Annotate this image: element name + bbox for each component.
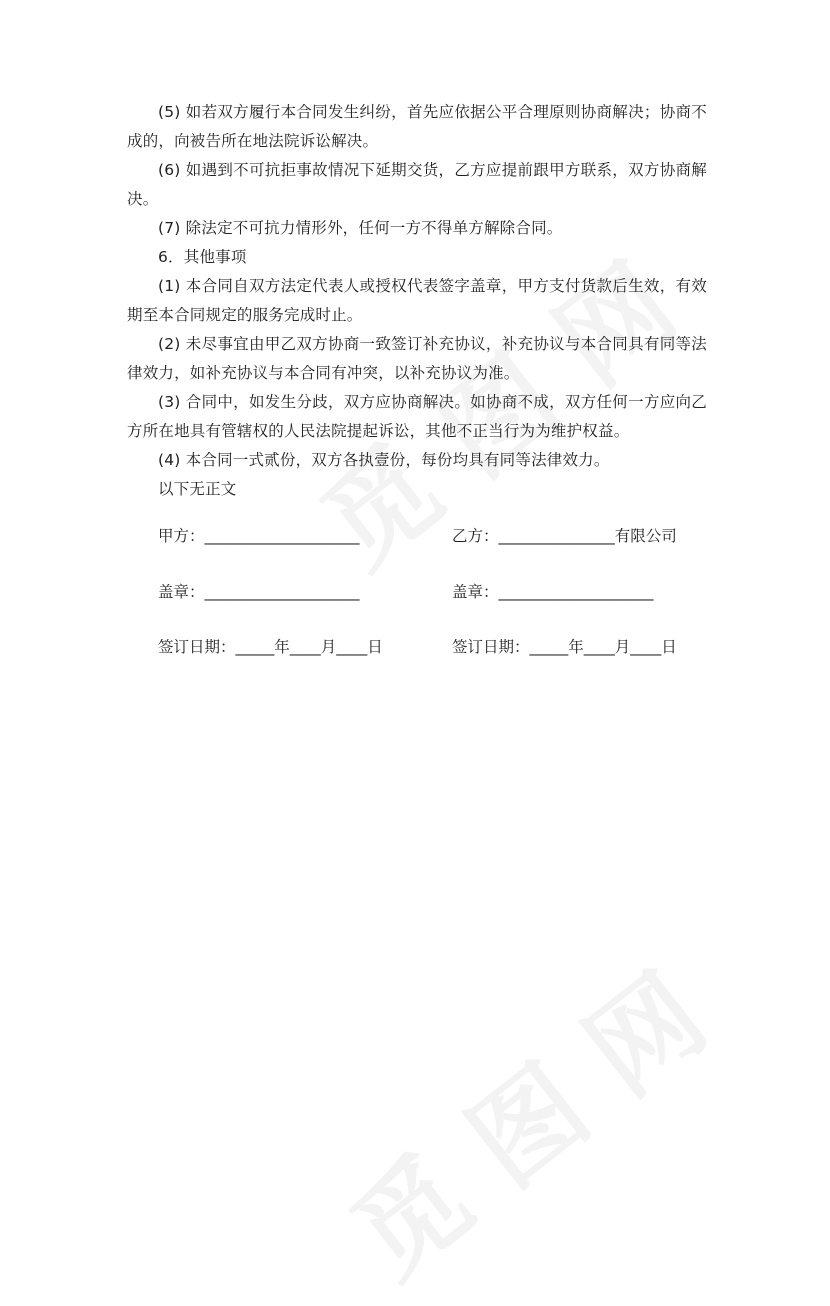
party-a-field: 甲方：____________________ <box>158 527 360 545</box>
clause-7-no-unilateral-termination: (7) 除法定不可抗力情形外，任何一方不得单方解除合同。 <box>158 219 563 237</box>
watermark <box>314 932 732 1306</box>
end-of-text-note: 以下无正文 <box>158 480 237 498</box>
contract-body <box>127 98 707 504</box>
date-a-field: 签订日期：_____年____月____日 <box>158 638 383 656</box>
clause-6-force-majeure-delay: (6) 如遇到不可抗拒事故情况下延期交货，乙方应提前跟甲方联系，双方协商解决。 <box>127 161 707 208</box>
party-b-field: 乙方：_______________有限公司 <box>452 527 677 545</box>
signature-seal-row <box>0 577 830 607</box>
signature-party-row <box>0 521 830 551</box>
clause-3-litigation: (3) 合同中，如发生分歧，双方应协商解决。如协商不成，双方任何一方应向乙方所在地具有管辖权的人民法院提起诉讼，其他不正当行为为维护权益。 <box>127 393 707 440</box>
signature-date-row <box>0 632 830 662</box>
clause-5-dispute: (5) 如若双方履行本合同发生纠纷，首先应依据公平合理原则协商解决；协商不成的，向被告所在地法院诉讼解决。 <box>127 103 707 150</box>
clause-2-supplementary-agreement: (2) 未尽事宜由甲乙双方协商一致签订补充协议，补充协议与本合同具有同等法律效力，如补充协议与本合同有冲突，以补充协议为准。 <box>127 335 707 382</box>
seal-a-field: 盖章：____________________ <box>158 583 360 601</box>
clause-1-effectiveness: (1) 本合同自双方法定代表人或授权代表签字盖章，甲方支付货款后生效，有效期至本合同规定的服务完成时止。 <box>127 277 707 324</box>
date-b-field: 签订日期：_____年____月____日 <box>452 638 677 656</box>
seal-b-field: 盖章：____________________ <box>452 583 654 601</box>
section-heading-other-matters: 6．其他事项 <box>158 248 247 266</box>
clause-4-copies: (4) 本合同一式贰份，双方各执壹份，每份均具有同等法律效力。 <box>158 451 610 469</box>
